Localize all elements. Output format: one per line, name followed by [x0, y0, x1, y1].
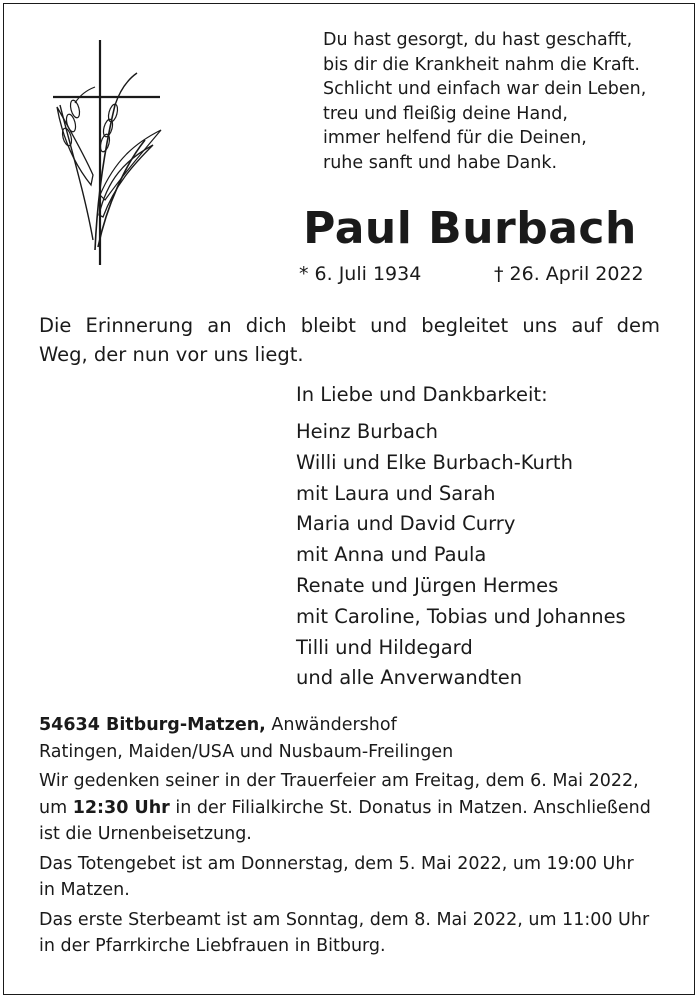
family-member: Heinz Burbach: [296, 420, 439, 443]
service-line: [39, 795, 663, 822]
family-member: mit Caroline, Tobias und Johannes: [296, 604, 626, 628]
birth-date: * 6. Juli 1934: [299, 263, 422, 285]
service-line: Wir gedenken seiner in der Trauerfeier am Freitag, dem 6. Mai 2022,: [39, 771, 639, 791]
mass-line: in der Pfarrkirche Liebfrauen in Bitburg.: [39, 936, 386, 956]
places: Ratingen, Maiden/USA und Nusbaum-Freilingen: [39, 741, 454, 762]
family-member: Willi und Elke Burbach-Kurth: [296, 450, 573, 474]
funeral-details: [39, 712, 663, 960]
mass-line: Das erste Sterbeamt ist am Sonntag, dem 8. Mai 2022, um 11:00 Uhr: [39, 909, 650, 930]
poem-line: treu und fleißig deine Hand,: [323, 103, 568, 124]
poem-line: Du hast gesorgt, du hast geschafft,: [323, 30, 633, 50]
mass-info: [39, 907, 663, 960]
family-member: mit Anna und Paula: [296, 543, 487, 567]
address-street: Anwändershof: [265, 715, 397, 735]
prayer-info: [39, 851, 663, 904]
service-text: um: [39, 797, 73, 818]
service-time: 12:30 Uhr: [72, 797, 170, 818]
address-town: 54634 Bitburg-Matzen,: [39, 715, 266, 735]
family-list: [296, 380, 686, 694]
poem-line: ruhe sanft und habe Dank.: [323, 152, 558, 173]
address: [39, 712, 663, 739]
service-line: ist die Urnenbeisetzung.: [39, 824, 252, 844]
poem: [323, 28, 683, 175]
remembrance-line: Weg, der nun vor uns liegt.: [39, 343, 304, 366]
prayer-line: in Matzen.: [39, 880, 130, 900]
family-member: Maria und David Curry: [296, 512, 516, 536]
cross-with-wheat-icon: [45, 35, 175, 270]
family-member: und alle Anverwandten: [296, 666, 523, 690]
family-member: mit Laura und Sarah: [296, 481, 496, 505]
poem-line: immer helfend für die Deinen,: [323, 128, 587, 148]
service-text: in der Filialkirche St. Donatus in Matzen. Anschließend: [169, 797, 651, 818]
remembrance-line: Die Erinnerung an dich bleibt und begleitet uns auf dem: [39, 314, 660, 337]
poem-line: Schlicht und einfach war dein Leben,: [323, 79, 647, 99]
poem-line: bis dir die Krankheit nahm die Kraft.: [323, 54, 640, 75]
prayer-line: Das Totengebet ist am Donnerstag, dem 5. Mai 2022, um 19:00 Uhr: [39, 853, 634, 874]
deceased-name: Paul Burbach: [303, 203, 637, 254]
service-info: [39, 768, 663, 848]
family-intro: In Liebe und Dankbarkeit:: [296, 383, 548, 406]
family-member: Tilli und Hildegard: [296, 635, 473, 659]
death-date: † 26. April 2022: [494, 263, 644, 285]
remembrance-text: [39, 311, 660, 369]
family-member: Renate und Jürgen Hermes: [296, 573, 559, 597]
